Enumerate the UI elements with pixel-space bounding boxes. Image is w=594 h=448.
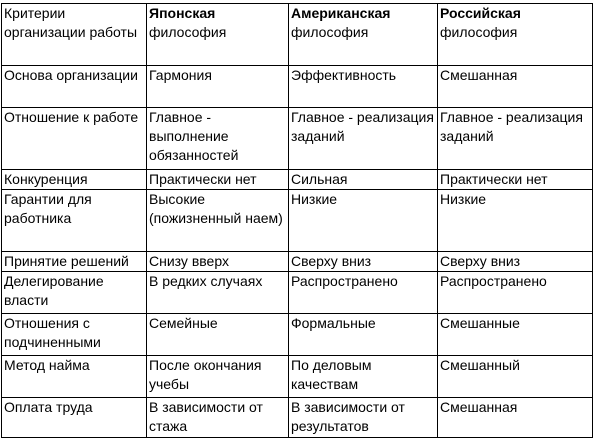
row-criterion: Отношения с подчиненными [2, 314, 147, 356]
table-row [2, 66, 593, 108]
row-russia: Смешанная [438, 398, 593, 438]
table-row [2, 252, 593, 272]
row-russia: Низкие [438, 190, 593, 252]
row-japan: Практически нет [147, 170, 289, 190]
row-russia: Смешанный [438, 356, 593, 398]
row-russia: Главное - реализация заданий [438, 108, 593, 170]
header-criteria: Критерии организации работы [2, 4, 147, 66]
table-row [2, 356, 593, 398]
row-criterion: Основа организации [2, 66, 147, 108]
header-japan-title: Японская [149, 5, 216, 21]
row-japan: После окончания учебы [147, 356, 289, 398]
row-criterion: Отношение к работе [2, 108, 147, 170]
row-japan: Гармония [147, 66, 289, 108]
row-japan: В редких случаях [147, 272, 289, 314]
row-america: Низкие [289, 190, 438, 252]
comparison-table [1, 3, 593, 438]
row-america: Главное - реализация заданий [289, 108, 438, 170]
table-row [2, 108, 593, 170]
row-america: Распространено [289, 272, 438, 314]
row-russia: Смешанная [438, 66, 593, 108]
row-america: Эффективность [289, 66, 438, 108]
table-row [2, 314, 593, 356]
table-header-row [2, 4, 593, 66]
row-america: Сверху вниз [289, 252, 438, 272]
header-america [289, 4, 438, 66]
table-row [2, 398, 593, 438]
header-russia [438, 4, 593, 66]
row-criterion: Метод найма [2, 356, 147, 398]
header-japan-sub: философия [149, 24, 227, 40]
row-russia: Распространено [438, 272, 593, 314]
row-criterion: Оплата труда [2, 398, 147, 438]
row-america: В зависимости от результатов [289, 398, 438, 438]
table-row [2, 190, 593, 252]
row-russia: Практически нет [438, 170, 593, 190]
table-row [2, 272, 593, 314]
row-america: Сильная [289, 170, 438, 190]
row-america: По деловым качествам [289, 356, 438, 398]
header-japan [147, 4, 289, 66]
row-criterion: Конкуренция [2, 170, 147, 190]
row-japan: Высокие (пожизненный наем) [147, 190, 289, 252]
row-russia: Смешанные [438, 314, 593, 356]
row-japan: Семейные [147, 314, 289, 356]
header-america-title: Американская [291, 5, 391, 21]
row-japan: В зависимости от стажа [147, 398, 289, 438]
row-criterion: Гарантии для работника [2, 190, 147, 252]
header-russia-title: Российская [440, 5, 521, 21]
header-russia-sub: философия [440, 24, 518, 40]
row-criterion: Делегирование власти [2, 272, 147, 314]
row-america: Формальные [289, 314, 438, 356]
header-america-sub: философия [291, 24, 369, 40]
table-row [2, 170, 593, 190]
row-japan: Главное - выполнение обязанностей [147, 108, 289, 170]
row-japan: Снизу вверх [147, 252, 289, 272]
row-criterion: Принятие решений [2, 252, 147, 272]
row-russia: Сверху вниз [438, 252, 593, 272]
